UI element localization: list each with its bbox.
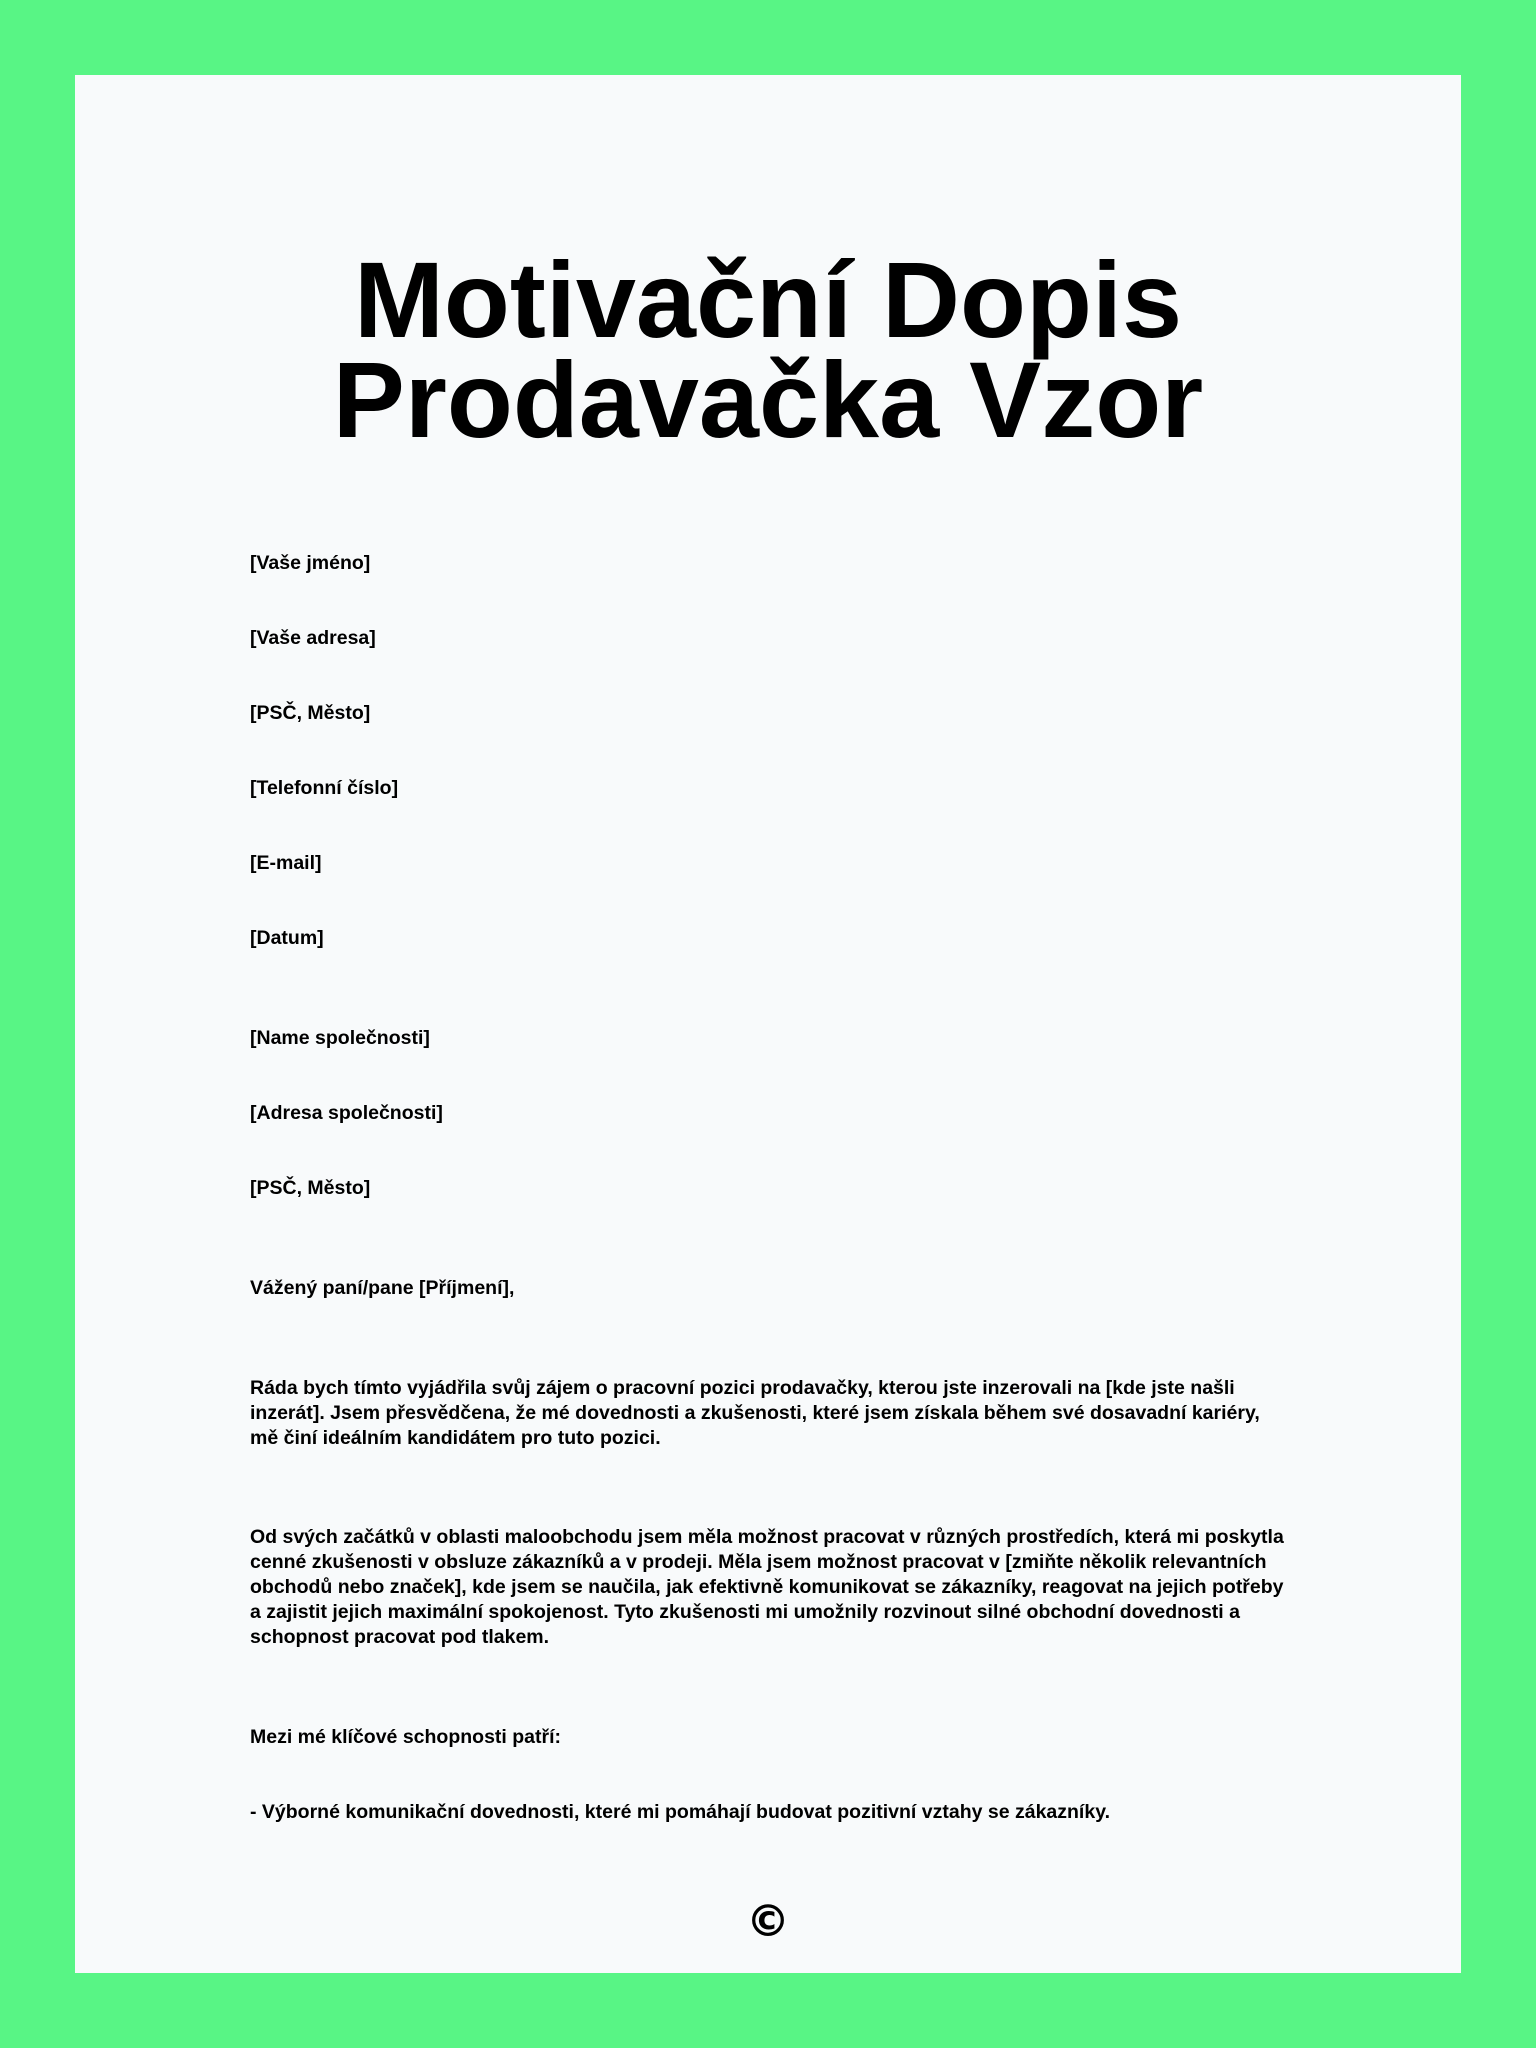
sender-name: [Vaše jméno] bbox=[250, 552, 371, 574]
sender-phone: [Telefonní číslo] bbox=[250, 777, 399, 799]
sender-email: [E-mail] bbox=[250, 852, 322, 874]
sender-address: [Vaše adresa] bbox=[250, 627, 376, 649]
skills-heading: Mezi mé klíčové schopnosti patří: bbox=[250, 1726, 561, 1748]
sender-zip-city: [PSČ, Město] bbox=[250, 702, 371, 724]
letter-date: [Datum] bbox=[250, 927, 324, 949]
recipient-zip-city: [PSČ, Město] bbox=[250, 1177, 371, 1199]
paragraph-experience: Od svých začátků v oblasti maloobchodu jsem měla možnost pracovat v různých prostředích, která mi poskytla cenné zkušenosti v obsluze zákazníků a v prodeji. Měla jsem možnost pracovat v [zmiňte několik relevantních obchodů nebo značek], kde jsem se naučila, jak efektivně komunikovat se zákazníky, reagovat na jejich potřeby a zajistit jejich maximální spokojenost. Tyto zkušenosti mi umožnily rozvinout silné obchodní dovednosti a schopnost pracovat pod tlakem. bbox=[250, 1526, 1284, 1648]
recipient-company: [Name společnosti] bbox=[250, 1027, 430, 1049]
paragraph-intro: Ráda bych tímto vyjádřila svůj zájem o pracovní pozici prodavačky, kterou jste inzerovali na [kde jste našli inzerát]. Jsem přesvědčena, že mé dovednosti a zkušenosti, které jsem získala během své dosavadní kariéry, mě činí ideálním kandidátem pro tuto pozici. bbox=[250, 1377, 1260, 1449]
salutation: Vážený paní/pane [Příjmení], bbox=[250, 1277, 515, 1299]
copyright-icon: © bbox=[746, 1896, 790, 1947]
skills-item: - Výborné komunikační dovednosti, které mi pomáhají budovat pozitivní vztahy se zákazníky. bbox=[250, 1801, 1111, 1823]
document-page bbox=[75, 75, 1461, 1973]
recipient-address: [Adresa společnosti] bbox=[250, 1102, 443, 1124]
document-title: Motivační Dopis Prodavačka Vzor bbox=[332, 239, 1204, 460]
